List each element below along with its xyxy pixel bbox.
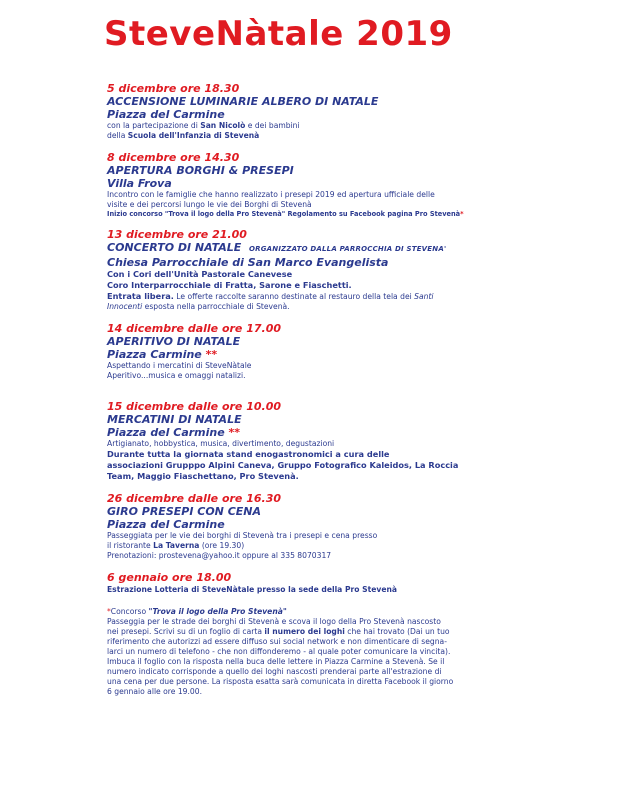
event-desc-line: Team, Maggio Fiaschettano, Pro Stevenà.	[107, 471, 299, 481]
event-place: Piazza Carmine **	[107, 348, 218, 361]
event-2	[107, 151, 577, 219]
event-desc-line: Aperitivo...musica e omaggi natalizi.	[107, 371, 246, 380]
event-title: ACCENSIONE LUMINARIE ALBERO DI NATALE	[107, 95, 379, 108]
event-desc-line: Incontro con le famiglie che hanno realizzato i presepi 2019 ed apertura ufficiale delle	[107, 190, 435, 199]
event-desc-line: della Scuola dell'Infanzia di Stevenà	[107, 131, 260, 140]
contest-line: larci un numero di telefono - che non diffonderemo - al quale poter comunicare la vincita).	[107, 647, 451, 656]
contest-line: una cena per due persone. La risposta esatta sarà comunicata in diretta Facebook il giorno	[107, 677, 454, 686]
events-list	[107, 82, 577, 697]
contest-line: riferimento che autorizzi ad essere diffuso sui social network e non dimenticare di segna-	[107, 637, 447, 646]
event-5	[107, 400, 577, 482]
event-date: 6 gennaio ore 18.00	[107, 571, 232, 584]
event-place: Piazza del Carmine	[107, 108, 225, 121]
event-title: Estrazione Lotteria di SteveNàtale presso la sede della Pro Stevenà	[107, 585, 398, 594]
event-4	[107, 322, 577, 381]
contest-line: numero indicato corrisponde a quello dei loghi nascosti prenderai parte all'estrazione di	[107, 667, 442, 676]
event-place: Villa Frova	[107, 177, 172, 190]
event-date: 14 dicembre dalle ore 17.00	[107, 322, 282, 335]
event-1	[107, 82, 577, 141]
event-desc-line: il ristorante La Taverna (ore 19.30)	[107, 541, 245, 550]
event-date: 8 dicembre ore 14.30	[107, 151, 240, 164]
contest-rules	[107, 607, 577, 697]
event-desc-line: Coro Interparrocchiale di Fratta, Sarone e Fiaschetti.	[107, 280, 352, 290]
contest-line: Imbuca il foglio con la risposta nella buca delle lettere in Piazza Carmine a Stevenà. Se il	[107, 657, 445, 666]
event-desc-line: Innocenti esposta nella parrocchiale di Stevenà.	[107, 302, 290, 311]
contest-line: 6 gennaio alle ore 19.00.	[107, 687, 202, 696]
contest-title: *Concorso "Trova il logo della Pro Stevenà"	[107, 607, 287, 616]
event-desc-line: visite e dei percorsi lungo le vie dei Borghi di Stevenà	[107, 200, 312, 209]
event-title: GIRO PRESEPI CON CENA	[107, 505, 262, 518]
page-title: SteveNàtale 2019	[104, 14, 453, 54]
event-desc-line: Prenotazioni: prostevena@yahoo.it oppure al 335 8070317	[107, 551, 332, 560]
event-title: APERITIVO DI NATALE	[107, 335, 241, 348]
event-place: Piazza del Carmine **	[107, 426, 241, 439]
contest-note: Inizio concorso "Trova il logo della Pro Stevenà" Regolamento su Facebook pagina Pro Stevenà*	[107, 210, 464, 218]
event-date: 5 dicembre ore 18.30	[107, 82, 240, 95]
event-place: Piazza del Carmine	[107, 518, 225, 531]
event-3	[107, 228, 577, 312]
event-desc-line: Durante tutta la giornata stand enogastronomici a cura delle	[107, 449, 390, 459]
event-7	[107, 571, 577, 595]
event-desc-line: Passeggiata per le vie dei borghi di Stevenà tra i presepi e cena presso	[107, 531, 378, 540]
event-title: APERTURA BORGHI & PRESEPI	[107, 164, 294, 177]
event-desc-line: Con i Cori dell'Unità Pastorale Canevese	[107, 269, 293, 279]
event-desc-line: Aspettando i mercatini di SteveNàtale	[107, 361, 252, 370]
event-6	[107, 492, 577, 561]
event-date: 13 dicembre ore 21.00	[107, 228, 247, 241]
event-desc-line: Artigianato, hobbystica, musica, divertimento, degustazioni	[107, 439, 335, 448]
event-title: CONCERTO DI NATALE ORGANIZZATO DALLA PARROCCHIA DI STEVENA'	[107, 241, 447, 254]
event-date: 15 dicembre dalle ore 10.00	[107, 400, 282, 413]
contest-line: nei presepi. Scrivi su di un foglio di carta il numero dei loghi che hai trovato (Dai un tuo	[107, 627, 450, 636]
event-desc-line: associazioni Grupppo Alpini Caneva, Gruppo Fotografico Kaleidos, La Roccia	[107, 460, 459, 470]
event-desc-line: con la partecipazione di San Nicolò e dei bambini	[107, 121, 300, 130]
event-title: MERCATINI DI NATALE	[107, 413, 242, 426]
contest-line: Passeggia per le strade dei borghi di Stevenà e scova il logo della Pro Stevenà nascosto	[107, 617, 441, 626]
event-date: 26 dicembre dalle ore 16.30	[107, 492, 282, 505]
event-desc-line: Entrata libera. Le offerte raccolte saranno destinate al restauro della tela dei Santi	[107, 291, 434, 301]
event-place: Chiesa Parrocchiale di San Marco Evangelista	[107, 256, 389, 269]
